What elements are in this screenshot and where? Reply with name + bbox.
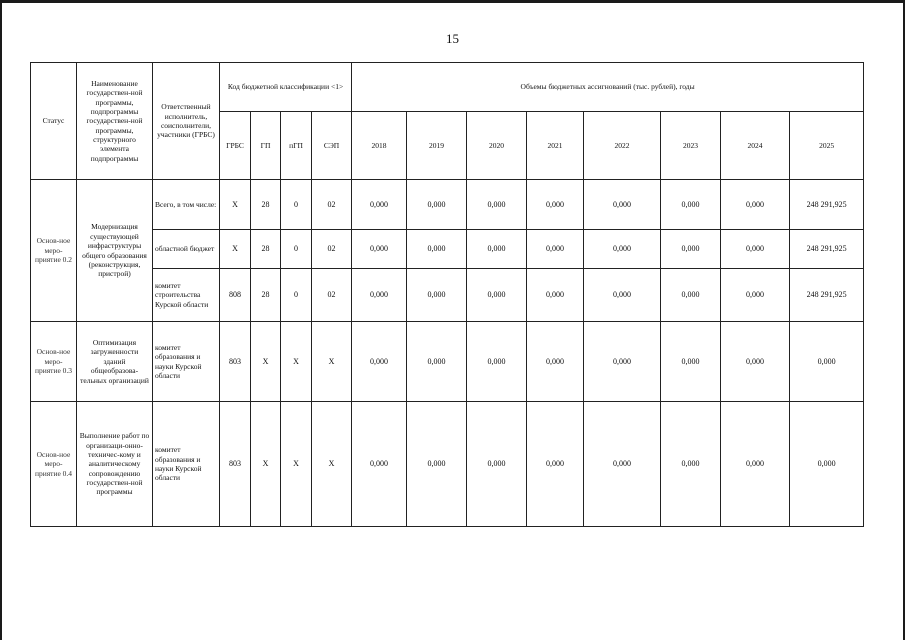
- value-cell: 0,000: [661, 230, 721, 269]
- value-cell: 0,000: [721, 322, 790, 402]
- value-cell: 0,000: [721, 402, 790, 527]
- value-cell: 248 291,925: [790, 180, 864, 230]
- kbk-cell: 28: [251, 180, 281, 230]
- value-cell: 0,000: [467, 322, 527, 402]
- value-cell: 0,000: [467, 180, 527, 230]
- page-number: 15: [446, 31, 459, 46]
- value-cell: 0,000: [584, 180, 661, 230]
- kbk-cell: X: [312, 402, 352, 527]
- value-cell: 0,000: [661, 322, 721, 402]
- header-year: 2022: [584, 112, 661, 180]
- value-cell: 0,000: [352, 322, 407, 402]
- kbk-cell: 02: [312, 269, 352, 322]
- kbk-cell: 02: [312, 230, 352, 269]
- kbk-cell: 803: [220, 402, 251, 527]
- table-row: [31, 180, 864, 230]
- kbk-cell: X: [281, 322, 312, 402]
- value-cell: 0,000: [527, 269, 584, 322]
- header-year: 2025: [790, 112, 864, 180]
- value-cell: 0,000: [661, 269, 721, 322]
- header-volumes: Объемы бюджетных ассигнований (тыс. рублей), годы: [352, 63, 864, 112]
- header-kbk: Код бюджетной классификации <1>: [220, 63, 352, 112]
- status-cell: Основ-ное меро-приятие 0.2: [31, 180, 77, 322]
- value-cell: 0,000: [661, 402, 721, 527]
- header-year: 2019: [407, 112, 467, 180]
- kbk-cell: X: [251, 322, 281, 402]
- header-name: Наименование государствен-ной программы, подпрограммы государствен-ной программы, структурного элемента подпрограммы: [77, 63, 153, 180]
- value-cell: 0,000: [467, 230, 527, 269]
- value-cell: 0,000: [790, 322, 864, 402]
- measure-name-cell: Выполнение работ по организаци-онно-техничес-кому и аналитическому сопровождению государствен-ной программы: [77, 402, 153, 527]
- value-cell: 0,000: [527, 180, 584, 230]
- header-kbk-grbs: ГРБС: [220, 112, 251, 180]
- value-cell: 0,000: [527, 322, 584, 402]
- kbk-cell: 803: [220, 322, 251, 402]
- header-year: 2023: [661, 112, 721, 180]
- executor-cell: комитет образования и науки Курской области: [153, 402, 220, 527]
- value-cell: 0,000: [467, 269, 527, 322]
- value-cell: 0,000: [790, 402, 864, 527]
- value-cell: 0,000: [407, 269, 467, 322]
- kbk-cell: X: [220, 180, 251, 230]
- header-row-1: [31, 63, 864, 112]
- header-executor: Ответственный исполнитель, соисполнители, участники (ГРБС): [153, 63, 220, 180]
- measure-name-cell: Оптимизация загруженности зданий общеобразова-тельных организаций: [77, 322, 153, 402]
- value-cell: 0,000: [407, 322, 467, 402]
- value-cell: 0,000: [721, 180, 790, 230]
- value-cell: 0,000: [721, 269, 790, 322]
- value-cell: 248 291,925: [790, 230, 864, 269]
- value-cell: 0,000: [352, 230, 407, 269]
- table-row: [31, 230, 864, 269]
- kbk-cell: 0: [281, 230, 312, 269]
- measure-name-cell: Модернизация существующей инфраструктуры общего образования (реконструкция, пристрой): [77, 180, 153, 322]
- header-year: 2020: [467, 112, 527, 180]
- value-cell: 0,000: [584, 269, 661, 322]
- value-cell: 0,000: [352, 402, 407, 527]
- header-kbk-sep: СЭП: [312, 112, 352, 180]
- status-cell: Основ-ное меро-приятие 0.3: [31, 322, 77, 402]
- kbk-cell: X: [220, 230, 251, 269]
- kbk-cell: 0: [281, 269, 312, 322]
- table-row: [31, 322, 864, 402]
- header-kbk-pgp: пГП: [281, 112, 312, 180]
- value-cell: 0,000: [527, 402, 584, 527]
- budget-table: [30, 62, 864, 527]
- header-status: Статус: [31, 63, 77, 180]
- status-cell: Основ-ное меро-приятие 0.4: [31, 402, 77, 527]
- table-row: [31, 402, 864, 527]
- kbk-cell: X: [281, 402, 312, 527]
- executor-cell: Всего, в том числе:: [153, 180, 220, 230]
- value-cell: 0,000: [584, 230, 661, 269]
- page-border-left: [0, 0, 2, 640]
- kbk-cell: 02: [312, 180, 352, 230]
- page-border-top: [0, 0, 905, 3]
- value-cell: 0,000: [407, 402, 467, 527]
- kbk-cell: 28: [251, 230, 281, 269]
- kbk-cell: 28: [251, 269, 281, 322]
- kbk-cell: X: [251, 402, 281, 527]
- kbk-cell: 0: [281, 180, 312, 230]
- value-cell: 0,000: [407, 180, 467, 230]
- value-cell: 0,000: [721, 230, 790, 269]
- kbk-cell: X: [312, 322, 352, 402]
- value-cell: 0,000: [352, 269, 407, 322]
- executor-cell: комитет строительства Курской области: [153, 269, 220, 322]
- kbk-cell: 808: [220, 269, 251, 322]
- value-cell: 248 291,925: [790, 269, 864, 322]
- table-row: [31, 269, 864, 322]
- executor-cell: комитет образования и науки Курской области: [153, 322, 220, 402]
- value-cell: 0,000: [352, 180, 407, 230]
- value-cell: 0,000: [584, 402, 661, 527]
- value-cell: 0,000: [467, 402, 527, 527]
- header-year: 2024: [721, 112, 790, 180]
- value-cell: 0,000: [407, 230, 467, 269]
- value-cell: 0,000: [527, 230, 584, 269]
- header-year: 2018: [352, 112, 407, 180]
- value-cell: 0,000: [584, 322, 661, 402]
- header-kbk-gp: ГП: [251, 112, 281, 180]
- header-year: 2021: [527, 112, 584, 180]
- value-cell: 0,000: [661, 180, 721, 230]
- executor-cell: областной бюджет: [153, 230, 220, 269]
